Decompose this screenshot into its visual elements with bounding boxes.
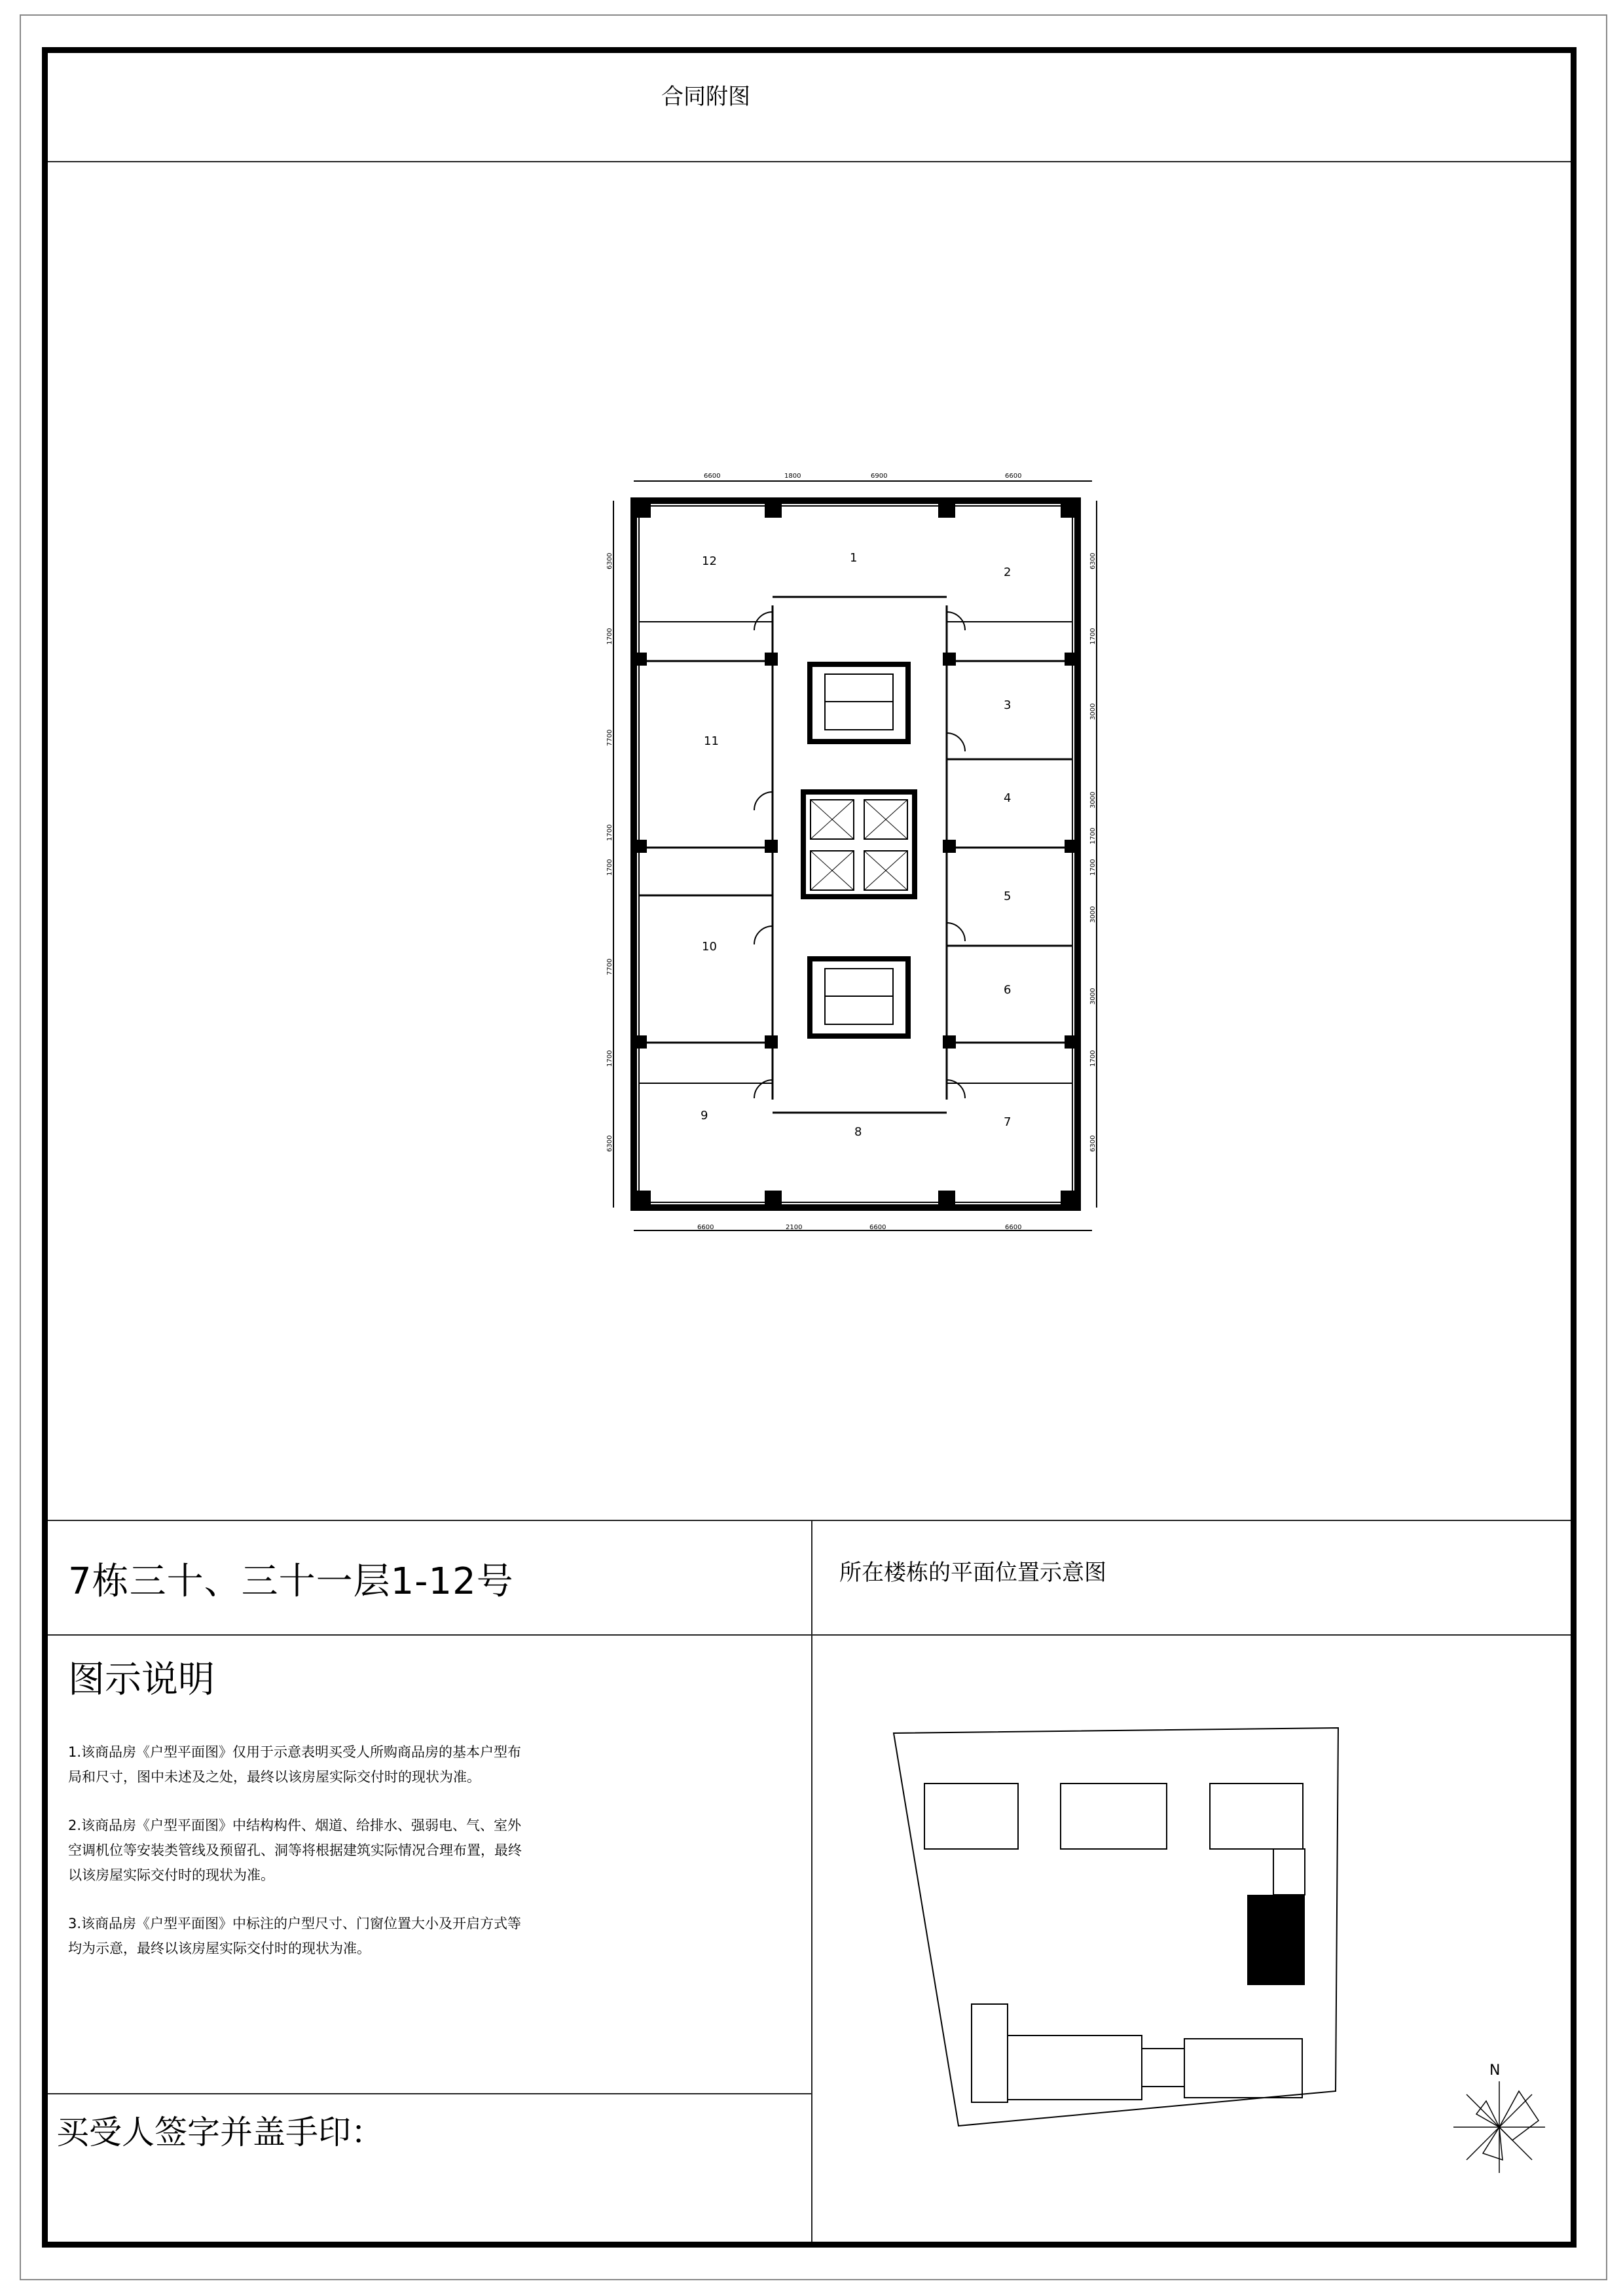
bottom-dim-label: 6600: [697, 1224, 714, 1231]
bottom-dim-label: 2100: [786, 1224, 803, 1231]
room-label: 9: [701, 1109, 708, 1122]
left-dim-label: 1700: [606, 859, 613, 876]
right-dim-label: 1700: [1089, 1050, 1097, 1067]
signature-label: 买受人签字并盖手印：: [56, 2113, 384, 2151]
room-label: 10: [702, 940, 717, 954]
left-dim-label: 1700: [606, 824, 613, 841]
room-label: 3: [1004, 698, 1012, 712]
right-dim-label: 3000: [1089, 703, 1097, 720]
right-dim-label: 1700: [1089, 827, 1097, 844]
north-label: N: [1489, 2062, 1501, 2079]
top-dim-label: 6900: [871, 473, 888, 480]
left-dim-label: 1700: [606, 628, 613, 645]
site-plan-title: 所在楼栋的平面位置示意图: [839, 1560, 1106, 1586]
room-label: 6: [1004, 983, 1012, 997]
page-title: 合同附图: [661, 84, 750, 110]
room-label: 2: [1004, 565, 1012, 579]
building-outline: [972, 2004, 1008, 2102]
right-dim-label: 1700: [1089, 628, 1097, 645]
room-label: 8: [854, 1125, 862, 1139]
right-dim-label: 3000: [1089, 906, 1097, 923]
building-outline: [1142, 2049, 1184, 2087]
legend-note-3: 3.该商品房《户型平面图》中标注的户型尺寸、门窗位置大小及开启方式等均为示意，最终以该房屋实际交付时的现状为准。: [68, 1916, 522, 1956]
right-dim-label: 3000: [1089, 791, 1097, 808]
legend-title: 图示说明: [68, 1659, 215, 1701]
compass-icon: [1453, 2081, 1545, 2173]
building-outline: [924, 1784, 1018, 1849]
right-dim-label: 1700: [1089, 859, 1097, 876]
legend-note-2: 2.该商品房《户型平面图》中结构构件、烟道、给排水、强弱电、气、室外空调机位等安装类管线及预留孔、洞等将根据建筑实际情况合理布置，最终以该房屋实际交付时的现状为准。: [68, 1818, 522, 1883]
top-dim-label: 6600: [704, 473, 721, 480]
room-label: 11: [704, 734, 719, 748]
right-dim-label: 6300: [1089, 1135, 1097, 1152]
bottom-dim-label: 6600: [869, 1224, 886, 1231]
highlighted-building: [1247, 1895, 1305, 1985]
right-dim-label: 3000: [1089, 988, 1097, 1005]
room-label: 1: [850, 551, 858, 565]
legend-note-1: 1.该商品房《户型平面图》仅用于示意表明买受人所购商品房的基本户型布局和尺寸，图中未述及之处，最终以该房屋实际交付时的现状为准。: [68, 1744, 522, 1785]
room-label: 4: [1004, 791, 1012, 805]
left-dim-label: 7700: [606, 729, 613, 746]
bottom-dim-label: 6600: [1005, 1224, 1022, 1231]
building-outline: [1184, 2039, 1302, 2098]
room-label: 7: [1004, 1115, 1012, 1129]
left-dim-label: 7700: [606, 958, 613, 975]
unit-name: 7栋三十、三十一层1-12号: [68, 1560, 514, 1603]
right-dim-label: 6300: [1089, 552, 1097, 569]
left-dim-label: 6300: [606, 552, 613, 569]
top-dim-label: 6600: [1005, 473, 1022, 480]
top-dim-label: 1800: [784, 473, 801, 480]
room-label: 5: [1004, 889, 1012, 903]
left-dim-label: 1700: [606, 1050, 613, 1067]
left-dim-label: 6300: [606, 1135, 613, 1152]
building-outline: [1210, 1784, 1303, 1849]
room-label: 12: [702, 554, 717, 568]
building-outline: [1061, 1784, 1167, 1849]
building-outline: [1008, 2036, 1142, 2100]
